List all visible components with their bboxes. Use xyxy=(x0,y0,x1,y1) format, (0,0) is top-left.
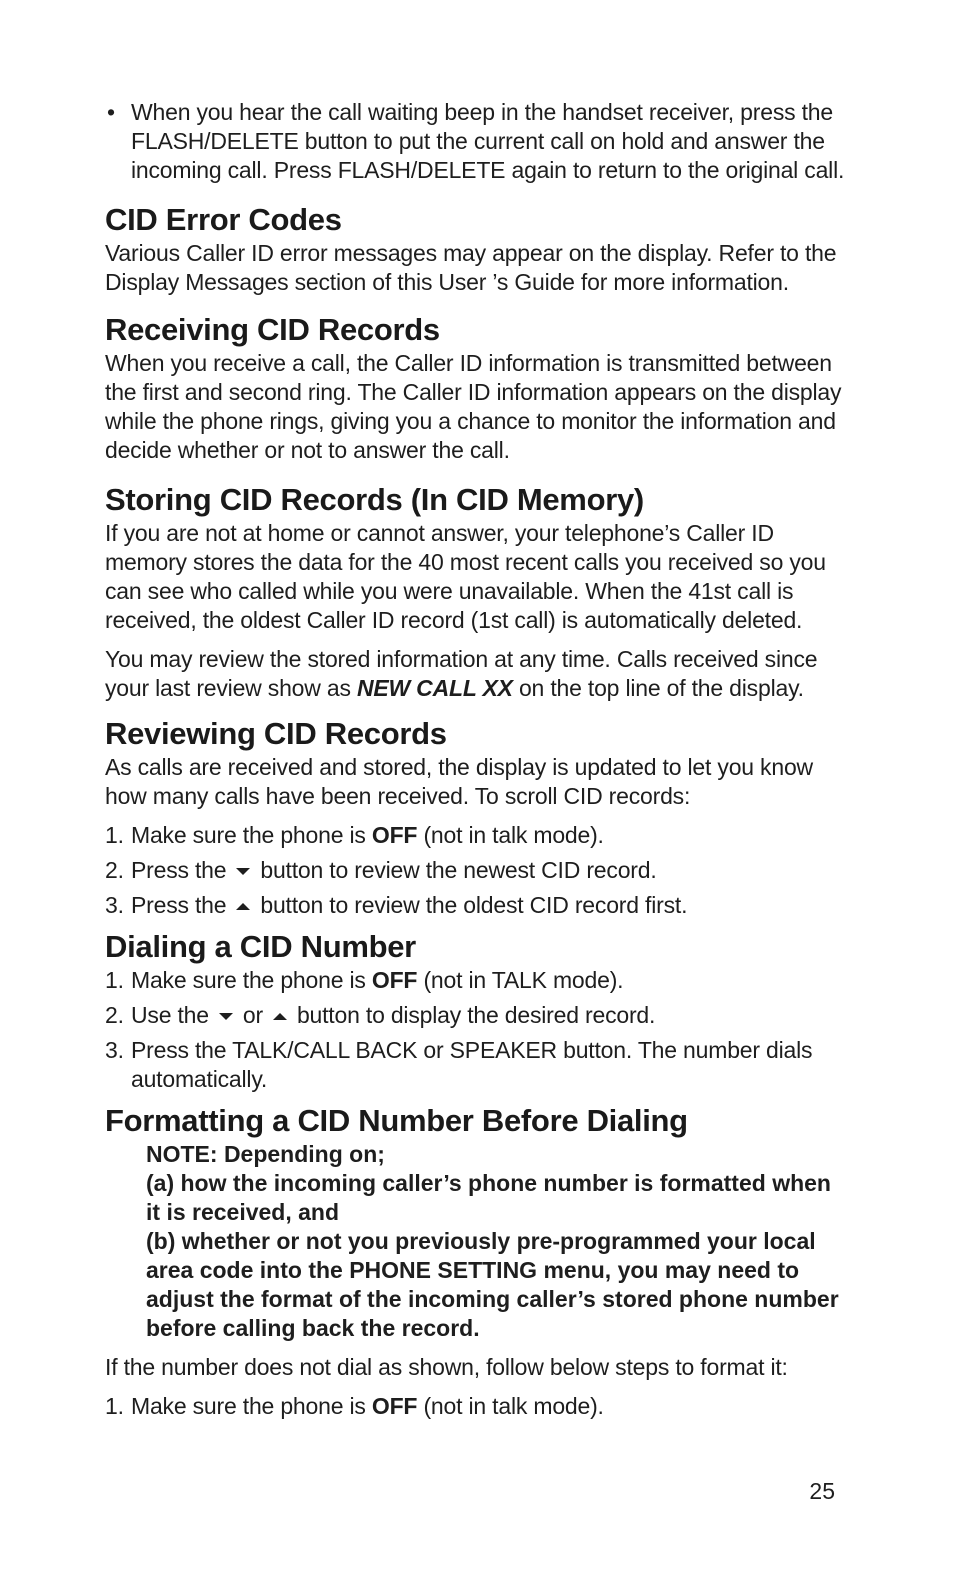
up-arrow-icon xyxy=(273,1013,287,1020)
call-waiting-bullet: • When you hear the call waiting beep in the handset receiver, press the FLASH/DELETE button to put the current call on hold and answer the incoming call. Press FLASH/DELETE again to return to the original call. xyxy=(105,98,845,185)
heading-storing-cid: Storing CID Records (In CID Memory) xyxy=(105,482,644,517)
page-number: 25 xyxy=(809,1478,835,1504)
receiving-paragraph: When you receive a call, the Caller ID information is transmitted between the first and second ring. The Caller ID information appears on the display while the phone rings, giving you a chance to monitor the information and decide whether or not to answer the call. xyxy=(105,350,842,463)
reviewing-step-1: 1. Make sure the phone is OFF (not in talk mode). xyxy=(105,822,604,848)
down-arrow-icon xyxy=(236,868,250,875)
manual-page xyxy=(105,98,845,1421)
reviewing-step-3: 3. Press the button to review the oldest CID record first. xyxy=(105,892,688,918)
heading-cid-error-codes: CID Error Codes xyxy=(105,202,342,237)
heading-receiving-cid: Receiving CID Records xyxy=(105,312,440,347)
dialing-step-1: 1. Make sure the phone is OFF (not in TALK mode). xyxy=(105,967,624,993)
formatting-step-1: 1. Make sure the phone is OFF (not in talk mode). xyxy=(105,1393,604,1419)
storing-paragraph-1: If you are not at home or cannot answer, your telephone’s Caller ID memory stores the data for the 40 most recent calls you received so you can see who called while you were unavailable. When the 41st call is received, the oldest Caller ID record (1st call) is automatically deleted. xyxy=(105,520,826,633)
storing-paragraph-2: You may review the stored information at any time. Calls received since your last review show as NEW CALL XX on the top line of the display. xyxy=(105,646,818,701)
heading-reviewing-cid: Reviewing CID Records xyxy=(105,716,447,751)
down-arrow-icon xyxy=(219,1013,233,1020)
new-call-display-text: NEW CALL XX xyxy=(356,675,513,701)
dialing-step-2: 2. Use the or button to display the desired record. xyxy=(105,1002,656,1028)
heading-dialing-cid: Dialing a CID Number xyxy=(105,929,416,964)
dialing-step-3: 3. Press the TALK/CALL BACK or SPEAKER button. The number dials automatically. xyxy=(105,1037,813,1092)
formatting-paragraph: If the number does not dial as shown, follow below steps to format it: xyxy=(105,1354,788,1380)
error-codes-paragraph: Various Caller ID error messages may appear on the display. Refer to the Display Messages section of this User ’s Guide for more information. xyxy=(105,240,837,295)
reviewing-step-2: 2. Press the button to review the newest CID record. xyxy=(105,857,657,883)
up-arrow-icon xyxy=(236,903,250,910)
heading-formatting-cid: Formatting a CID Number Before Dialing xyxy=(105,1103,688,1138)
reviewing-paragraph: As calls are received and stored, the display is updated to let you know how many calls have been received. To scroll CID records: xyxy=(105,754,813,809)
formatting-note: NOTE: Depending on; (a) how the incoming caller’s phone number is formatted when it is received, and (b) whether or not you previously pre-programmed your local area code into the PHONE SETTING menu, you may need to adjust the format of the incoming caller’s stored phone number before calling back the record. xyxy=(146,1141,839,1341)
